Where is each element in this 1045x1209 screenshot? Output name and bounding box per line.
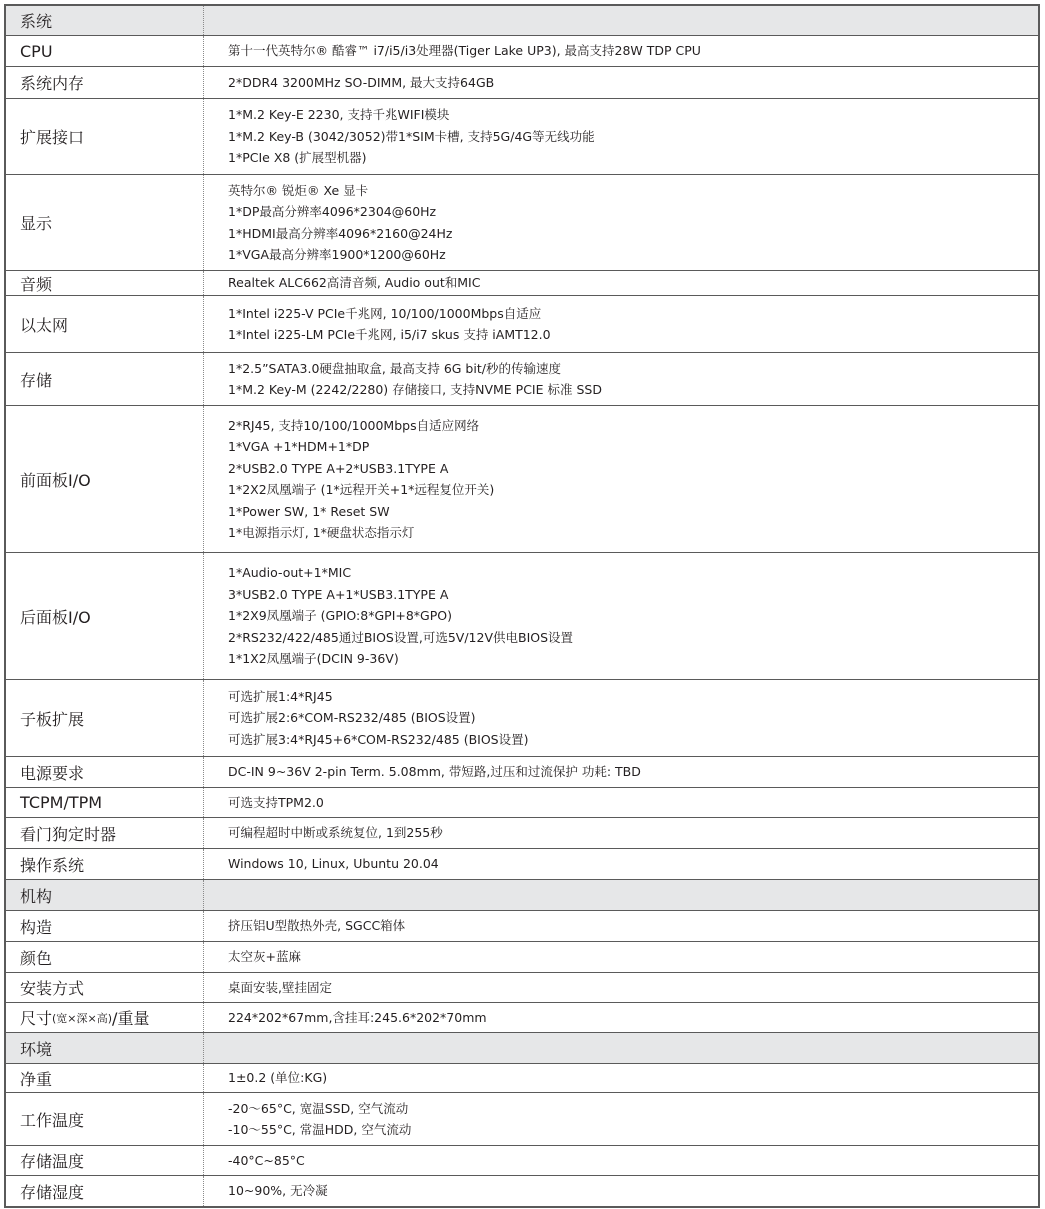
value-line: 224*202*67mm,含挂耳:245.6*202*70mm	[228, 1009, 487, 1025]
section-header-row	[6, 1032, 1038, 1063]
spec-label	[6, 818, 204, 848]
spec-row	[6, 1092, 1038, 1145]
spec-row	[6, 787, 1038, 817]
spec-value	[204, 1146, 1038, 1175]
label-text: 颜色	[20, 948, 53, 968]
label-text: 后面板I/O	[20, 607, 91, 627]
label-text: 尺寸	[20, 1009, 53, 1028]
value-line: 2*RJ45, 支持10/100/1000Mbps自适应网络	[228, 417, 480, 433]
label-suffix: /重量	[112, 1009, 150, 1028]
value-line: 可选扩展3:4*RJ45+6*COM-RS232/485 (BIOS设置)	[228, 731, 529, 747]
spec-row	[6, 98, 1038, 174]
label-text: 扩展接口	[20, 128, 85, 147]
spec-row	[6, 1175, 1038, 1206]
spec-row	[6, 756, 1038, 787]
value-line: 桌面安装,壁挂固定	[228, 979, 332, 995]
spec-value	[204, 1003, 1038, 1032]
spec-label	[6, 1003, 204, 1032]
spec-row	[6, 270, 1038, 295]
spec-row	[6, 1063, 1038, 1092]
spec-label	[6, 911, 204, 941]
spec-label	[6, 296, 204, 352]
label-text: 看门狗定时器	[20, 824, 117, 844]
value-line: 英特尔® 锐炬® Xe 显卡	[228, 182, 369, 198]
value-line: 2*RS232/422/485通过BIOS设置,可选5V/12V供电BIOS设置	[228, 629, 574, 645]
spec-label	[6, 175, 204, 270]
spec-label	[6, 1033, 204, 1063]
spec-row	[6, 352, 1038, 405]
value-line: 1*M.2 Key-M (2242/2280) 存储接口, 支持NVME PCIE 标准 SSD	[228, 382, 602, 397]
value-line: 1*Intel i225-V PCIe千兆网, 10/100/1000Mbps自适应	[228, 305, 542, 321]
section-header-row	[6, 6, 1038, 35]
value-line: 太空灰+蓝麻	[228, 949, 301, 965]
spec-row	[6, 66, 1038, 98]
value-line: 1*VGA +1*HDM+1*DP	[228, 439, 370, 454]
spec-label	[6, 942, 204, 972]
spec-value	[204, 296, 1038, 352]
spec-label	[6, 1176, 204, 1206]
spec-label	[6, 67, 204, 98]
label-text: 机构	[20, 886, 53, 906]
label-text: 净重	[20, 1069, 53, 1089]
spec-value	[204, 1093, 1038, 1145]
spec-row	[6, 941, 1038, 972]
label-text: 构造	[20, 917, 53, 937]
label-text: 前面板I/O	[20, 470, 91, 490]
value-line: 1*2X9凤凰端子 (GPIO:8*GPI+8*GPO)	[228, 608, 452, 624]
spec-value	[204, 880, 1038, 910]
spec-label	[6, 1146, 204, 1175]
spec-row	[6, 910, 1038, 941]
value-line: 可选支持TPM2.0	[228, 794, 324, 810]
label-text: 系统	[20, 12, 53, 31]
value-line: 可选扩展1:4*RJ45	[228, 688, 333, 704]
label-text: 存储温度	[20, 1152, 85, 1171]
value-line: 可编程超时中断或系统复位, 1到255秒	[228, 825, 443, 841]
label-text: 显示	[20, 214, 53, 233]
spec-value	[204, 36, 1038, 66]
spec-row	[6, 552, 1038, 679]
label-text: 子板扩展	[20, 709, 85, 729]
spec-label	[6, 406, 204, 552]
spec-row	[6, 35, 1038, 66]
value-line: -10～55°C, 常温HDD, 空气流动	[228, 1122, 412, 1137]
spec-value	[204, 757, 1038, 787]
spec-label	[6, 757, 204, 787]
value-line: 1*VGA最高分辨率1900*1200@60Hz	[228, 247, 446, 262]
spec-value	[204, 1033, 1038, 1063]
value-line: Windows 10, Linux, Ubuntu 20.04	[228, 856, 439, 872]
value-line: -20～65°C, 宽温SSD, 空气流动	[228, 1100, 409, 1116]
spec-value	[204, 680, 1038, 756]
spec-label	[6, 553, 204, 679]
spec-label	[6, 99, 204, 174]
label-text: 操作系统	[20, 855, 85, 875]
value-line: 可选扩展2:6*COM-RS232/485 (BIOS设置)	[228, 710, 476, 726]
label-text: 安装方式	[20, 979, 85, 998]
value-line: 1*2.5”SATA3.0硬盘抽取盒, 最高支持 6G bit/秒的传输速度	[228, 360, 561, 376]
value-line: 1*Audio-out+1*MIC	[228, 565, 352, 581]
spec-value	[204, 788, 1038, 817]
value-line: Realtek ALC662高清音频, Audio out和MIC	[228, 275, 481, 291]
label-text: 环境	[20, 1039, 53, 1059]
spec-value	[204, 973, 1038, 1002]
spec-label	[6, 6, 204, 35]
spec-value	[204, 818, 1038, 848]
value-line: 10~90%, 无冷凝	[228, 1183, 328, 1199]
value-line: 1*HDMI最高分辨率4096*2160@24Hz	[228, 225, 453, 241]
label-text: CPU	[20, 41, 53, 61]
spec-label	[6, 849, 204, 879]
spec-value	[204, 942, 1038, 972]
spec-value	[204, 175, 1038, 270]
label-text: 存储	[20, 370, 53, 390]
spec-value	[204, 406, 1038, 552]
label-text: TCPM/TPM	[20, 793, 103, 812]
value-line: 1*DP最高分辨率4096*2304@60Hz	[228, 204, 437, 219]
spec-value	[204, 553, 1038, 679]
label-text: 音频	[20, 274, 53, 294]
spec-label	[6, 353, 204, 405]
spec-label	[6, 1093, 204, 1145]
section-header-row	[6, 879, 1038, 910]
value-line: 1*Intel i225-LM PCIe千兆网, i5/i7 skus 支持 iAMT12.0	[228, 327, 551, 342]
spec-label	[6, 36, 204, 66]
label-note: (宽×深×高)	[52, 1011, 113, 1025]
value-line: 1*1X2凤凰端子(DCIN 9-36V)	[228, 651, 399, 667]
spec-row	[6, 1002, 1038, 1032]
value-line: 1*PCIe X8 (扩展型机器)	[228, 150, 367, 166]
spec-value	[204, 1176, 1038, 1206]
spec-table	[4, 4, 1040, 1208]
spec-row	[6, 817, 1038, 848]
spec-label	[6, 973, 204, 1002]
value-line: 挤压铝U型散热外壳, SGCC箱体	[228, 918, 406, 934]
spec-row	[6, 848, 1038, 879]
label-text: 系统内存	[20, 74, 85, 93]
spec-label	[6, 788, 204, 817]
label-text: 电源要求	[20, 763, 85, 783]
label-text: 以太网	[20, 315, 69, 335]
spec-row	[6, 295, 1038, 352]
value-line: DC-IN 9~36V 2-pin Term. 5.08mm, 带短路,过压和过流保护 功耗: TBD	[228, 764, 641, 780]
value-line: 2*USB2.0 TYPE A+2*USB3.1TYPE A	[228, 460, 449, 476]
spec-value	[204, 353, 1038, 405]
value-line: 3*USB2.0 TYPE A+1*USB3.1TYPE A	[228, 586, 449, 602]
value-line: 1*Power SW, 1* Reset SW	[228, 503, 390, 519]
value-line: 第十一代英特尔® 酷睿™ i7/i5/i3处理器(Tiger Lake UP3), 最高支持28W TDP CPU	[228, 43, 701, 59]
label-text: 工作温度	[20, 1110, 85, 1130]
label-text: 存储湿度	[20, 1182, 85, 1202]
value-line: 1*电源指示灯, 1*硬盘状态指示灯	[228, 525, 415, 540]
value-line: 1*2X2凤凰端子 (1*远程开关+1*远程复位开关)	[228, 482, 495, 497]
spec-value	[204, 99, 1038, 174]
spec-value	[204, 67, 1038, 98]
spec-value	[204, 911, 1038, 941]
spec-row	[6, 679, 1038, 756]
value-line: 1*M.2 Key-B (3042/3052)带1*SIM卡槽, 支持5G/4G等无线功能	[228, 128, 595, 144]
spec-label	[6, 880, 204, 910]
spec-value	[204, 1064, 1038, 1092]
spec-label	[6, 1064, 204, 1092]
value-line: 1±0.2 (单位:KG)	[228, 1070, 328, 1086]
spec-row	[6, 405, 1038, 552]
spec-value	[204, 271, 1038, 295]
spec-row	[6, 972, 1038, 1002]
spec-row	[6, 174, 1038, 270]
value-line: 2*DDR4 3200MHz SO-DIMM, 最大支持64GB	[228, 74, 495, 90]
value-line: -40°C~85°C	[228, 1152, 305, 1168]
value-line: 1*M.2 Key-E 2230, 支持千兆WIFI模块	[228, 107, 450, 123]
spec-row	[6, 1145, 1038, 1175]
spec-value	[204, 6, 1038, 35]
spec-label	[6, 680, 204, 756]
spec-value	[204, 849, 1038, 879]
spec-label	[6, 271, 204, 295]
